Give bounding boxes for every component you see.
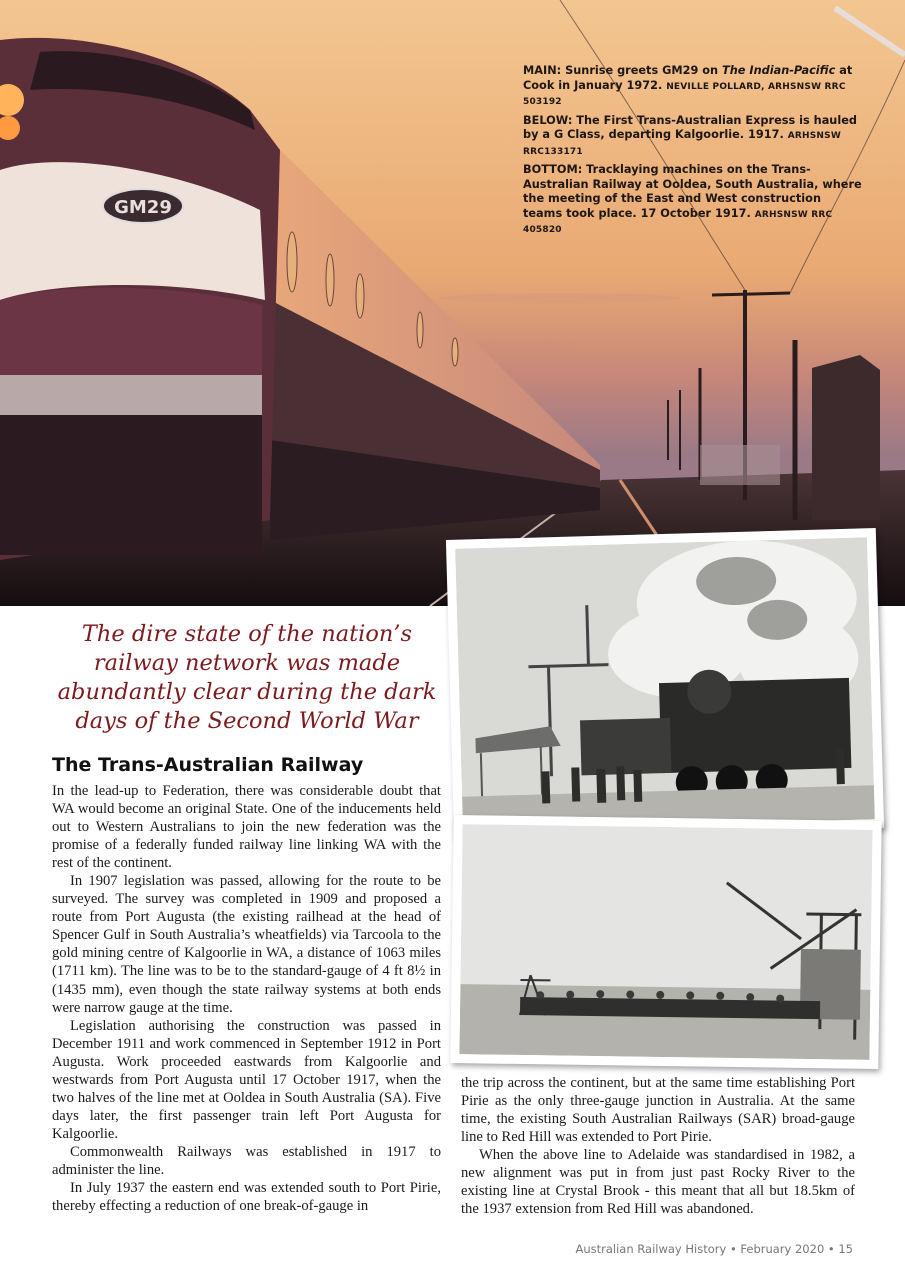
body-paragraph: In 1907 legislation was passed, allowing for the route to be surveyed. The survey was completed in 1909 and proposed a route from Port Augusta (the existing railhead at the head of Spencer Gulf in South Australia’s wheatfields) via Tarcoola to the gold mining centre of Kalgoorlie in WA, a distance of 1063 miles (1711 km). The line was to be to the standard-gauge of 4 ft 8½ in (1435 mm), even though the state railway systems at both ends were narrow gauge at the time. [52,873,441,1016]
loco-number: GM29 [114,197,172,218]
page-footer: Australian Railway History • February 2020 • 15 [575,1242,853,1256]
photo-kalgoorlie-departure [446,528,884,840]
caption-bottom: BOTTOM: Tracklaying machines on the Trans-Australian Railway at Ooldea, South Australia, where the meeting of the East and West construction teams took place. 17 October 1917. ARHSNSW RRC 405820 [523,163,862,235]
section-title: The Trans-Australian Railway [52,754,364,776]
body-paragraph: In July 1937 the eastern end was extended south to Port Pirie, thereby effecting a reduction of one break-of-gauge in [52,1180,441,1215]
steam-train-photo-illustration [455,537,875,830]
body-paragraph: When the above line to Adelaide was standardised in 1982, a new alignment was put in from just past Rocky River to the existing line at Crystal Brook - this meant that all but 18.5km of the 1937 extension from Red Hill was abandoned. [461,1147,855,1218]
caption-main: MAIN: Sunrise greets GM29 on The Indian-Pacific at Cook in January 1972. NEVILLE POLLARD, ARHSNSW RRC 503192 [523,64,853,107]
body-column-left [52,782,441,1215]
photo-ooldea-tracklaying [450,815,881,1069]
caption-bottom-credit: ARHSNSW RRC 405820 [523,209,833,235]
photo-captions [523,64,863,242]
body-paragraph: the trip across the continent, but at the same time establishing Port Pirie as the only three-gauge junction in Australia. At the same time, the existing South Australian Railways (SAR) broad-gauge line to Red Hill was extended to Port Pirie. [461,1075,855,1146]
body-paragraph: In the lead-up to Federation, there was considerable doubt that WA would become an original State. One of the inducements held out to Western Australians to join the new federation was the promise of a federally funded railway line linking WA with the rest of the continent. [52,783,441,872]
caption-main-credit: NEVILLE POLLARD, ARHSNSW RRC 503192 [523,81,846,107]
pull-quote: The dire state of the nation’s railway network was made abundantly clear during the dark days of the Second World War [57,621,437,734]
caption-below: BELOW: The First Trans-Australian Express is hauled by a G Class, departing Kalgoorlie. 1917. ARHSNSW RRC133171 [523,113,857,157]
hero-photo [0,0,905,606]
tracklaying-photo-illustration [459,824,872,1060]
body-column-right [461,1074,855,1218]
caption-below-credit: ARHSNSW RRC133171 [523,131,841,157]
body-paragraph: Commonwealth Railways was established in 1917 to administer the line. [52,1143,441,1178]
body-paragraph: Legislation authorising the construction was passed in December 1911 and work commenced in September 1912 in Port Augusta. Work proceeded eastwards from Kalgoorlie and westwards from Port Augusta until 17 October 1917, when the two halves of the line met at Ooldea in South Australia (SA). Five days later, the first passenger train left Port Augusta for Kalgoorlie. [52,1017,441,1142]
